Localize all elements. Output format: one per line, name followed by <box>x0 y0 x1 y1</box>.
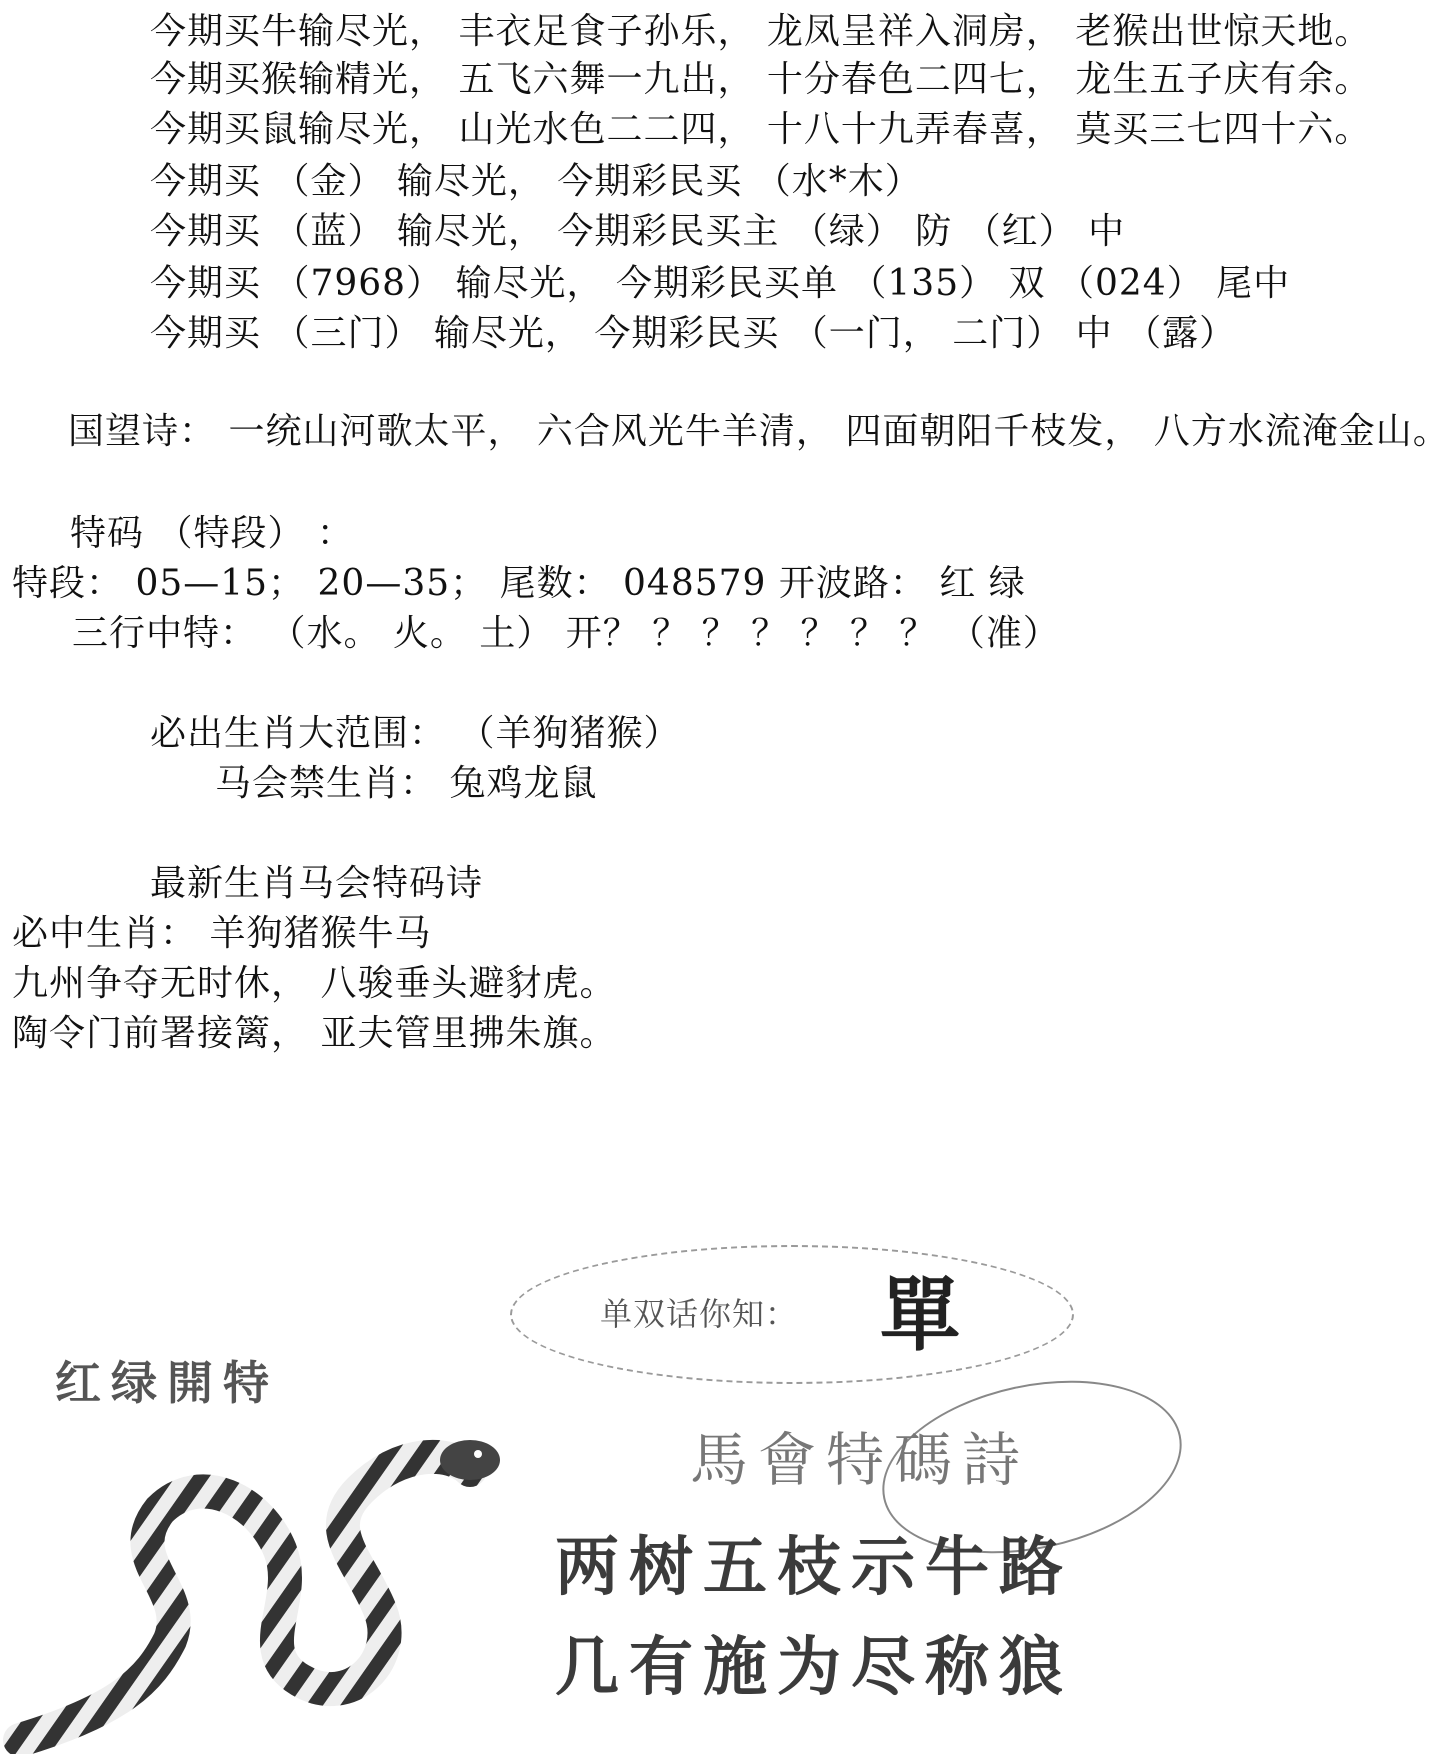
top-line-2: 今期买猴输精光， 五飞六舞一九出， 十分春色二四七， 龙生五子庆有余。 <box>150 59 1372 100</box>
top-line-5: 今期买 （蓝） 输尽光， 今期彩民买主 （绿） 防 （红） 中 <box>150 211 1126 252</box>
top-line-7: 今期买 （三门） 输尽光， 今期彩民买 （一门， 二门） 中 （露） <box>150 313 1237 354</box>
special-segments: 特段： 05—15； 20—35； 尾数： 048579 开波路： 红 绿 <box>12 563 1026 604</box>
horse-poem-title: 馬會特碼詩 <box>690 1426 1031 1494</box>
red-green-title: 红绿開特 <box>55 1356 279 1410</box>
top-line-6: 今期买 （7968） 输尽光， 今期彩民买单 （135） 双 （024） 尾中 <box>150 263 1291 304</box>
poem-line: 国望诗： 一统山河歌太平， 六合风光牛羊清， 四面朝阳千枝发， 八方水流淹金山。 <box>68 411 1450 452</box>
latest-line-2: 陶令门前署接篱， 亚夫管里拂朱旗。 <box>12 1013 617 1054</box>
top-line-3: 今期买鼠输尽光， 山光水色二二四， 十八十九弄春喜， 莫买三七四十六。 <box>150 109 1372 150</box>
latest-heading: 最新生肖马会特码诗 <box>150 863 484 904</box>
odd-even-label: 单双话你知： <box>600 1295 799 1333</box>
special-title: 特码 （特段） ： <box>70 513 354 554</box>
bottom-poem-line-1: 两树五枝示牛路 <box>555 1531 1073 1605</box>
odd-even-value: 單 <box>880 1268 961 1362</box>
latest-line-1: 九州争夺无时休， 八骏垂头避豺虎。 <box>12 963 617 1004</box>
zodiac-range: 必出生肖大范围： （羊狗猪猴） <box>150 713 681 754</box>
zodiac-banned: 马会禁生肖： 兔鸡龙鼠 <box>215 763 598 804</box>
snake-illustration <box>0 1410 560 1754</box>
bottom-poem-line-2: 几有施为尽称狼 <box>555 1631 1073 1705</box>
top-line-1: 今期买牛输尽光， 丰衣足食子孙乐， 龙凤呈祥入洞房， 老猴出世惊天地。 <box>150 11 1372 52</box>
top-line-4: 今期买 （金） 输尽光， 今期彩民买 （水*木） <box>150 161 922 202</box>
latest-must: 必中生肖： 羊狗猪猴牛马 <box>12 913 432 954</box>
special-three-elements: 三行中特： （水。 火。 土） 开？ ？ ？ ？ ？ ？ ？ （准） <box>72 613 1060 654</box>
